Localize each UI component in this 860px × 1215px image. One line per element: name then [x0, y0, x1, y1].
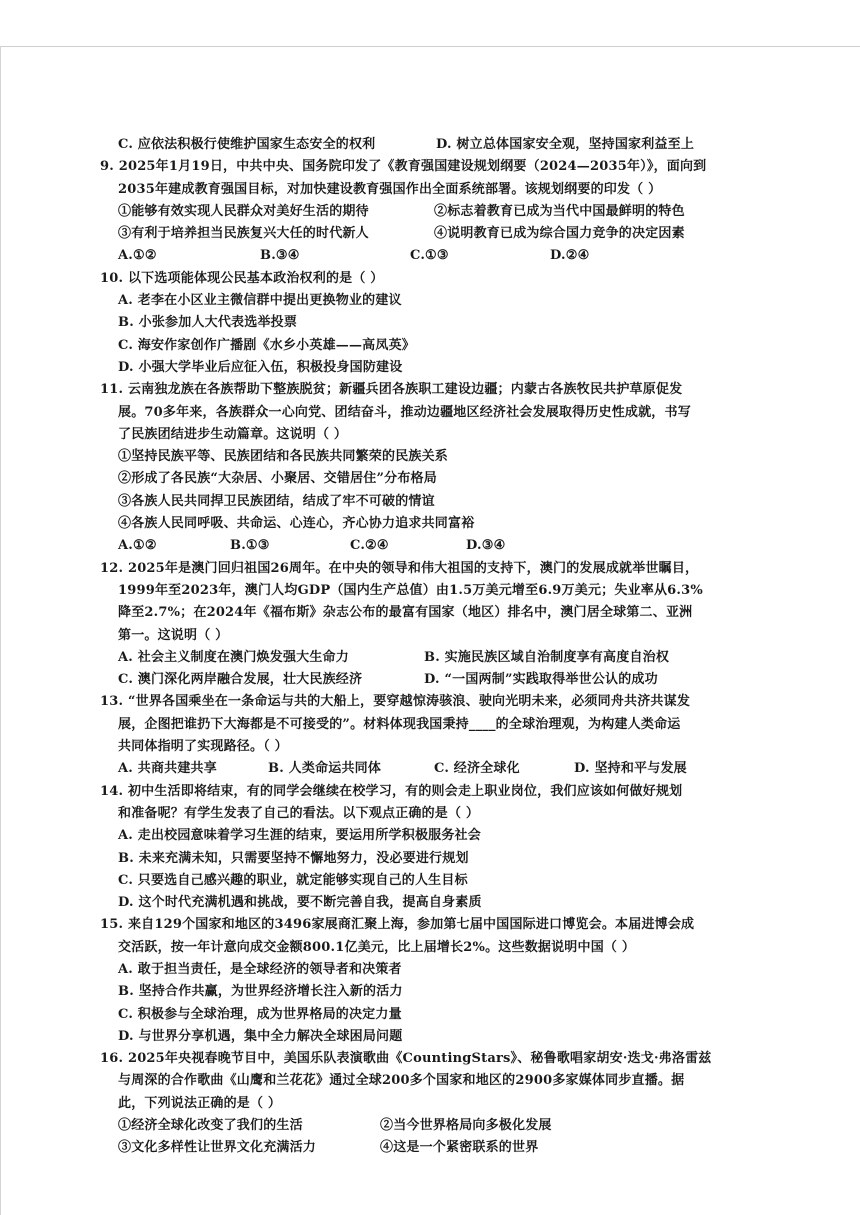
- q13-option-d: D. 坚持和平与发展: [574, 761, 687, 777]
- q9-choices: [100, 245, 800, 267]
- left-edge: [0, 46, 1, 1215]
- q9-choice-a: A.①②: [118, 248, 157, 264]
- q13-stem-1: 13. “世界各国乘坐在一条命运与共的大船上，要穿越惊涛骇浪、驶向光明未来，必须同舟共济共谋发: [100, 694, 691, 710]
- q16-item-3: ③文化多样性让世界文化充满活力: [118, 1140, 317, 1156]
- q11-item-2: ②形成了各民族“大杂居、小聚居、交错居住”分布格局: [118, 471, 437, 487]
- q13-stem-2: 展，企图把谁扔下大海都是不可接受的”。材料体现我国秉持____的全球治理观，为构建人类命运: [118, 716, 681, 732]
- q9-item-4: ④说明教育已成为综合国力竞争的决定因素: [434, 226, 685, 242]
- q11-stem-1: 11. 云南独龙族在各族帮助下整族脱贫；新疆兵团各族职工建设边疆；内蒙古各族牧民共护草原促发: [100, 382, 683, 398]
- top-margin: [0, 0, 860, 47]
- q12-stem-3: 降至2.7%；在2024年《福布斯》杂志公布的最富有国家（地区）排名中，澳门居全球第二、亚洲: [118, 605, 693, 621]
- q15-option-c: C. 积极参与全球治理，成为世界格局的决定力量: [118, 1006, 402, 1022]
- q9-stem-2: 2035年建成教育强国目标，对加快建设教育强国作出全面系统部署。该规划纲要的印发（ ）: [118, 181, 662, 197]
- exam-page: [100, 134, 800, 1160]
- q16-item-2: ②当今世界格局向多极化发展: [380, 1118, 552, 1134]
- q13-option-b: B. 人类命运共同体: [268, 761, 382, 777]
- q11-choice-c: C.②④: [350, 538, 389, 554]
- q16-item-4: ④这是一个紧密联系的世界: [380, 1140, 539, 1156]
- q9-items-12: [100, 201, 800, 223]
- q9-choice-b: B.③④: [260, 248, 300, 264]
- q10-option-a: A. 老李在小区业主微信群中提出更换物业的建议: [118, 293, 402, 309]
- q16-items-12: [100, 1115, 800, 1137]
- q11-stem-2: 展。70多年来，各族群众一心向党、团结奋斗，推动边疆地区经济社会发展取得历史性成就，书写: [118, 404, 691, 420]
- q16-stem-2: 与周深的合作歌曲《山鹰和兰花花》通过全球200多个国家和地区的2900多家媒体同步直播。据: [118, 1073, 685, 1089]
- q13-options: [100, 758, 800, 780]
- q14-stem-2: 和准备呢？有学生发表了自己的看法。以下观点正确的是（ ）: [118, 805, 480, 821]
- q16-items-34: [100, 1137, 800, 1159]
- q16-item-1: ①经济全球化改变了我们的生活: [118, 1118, 303, 1134]
- q8-option-d: D. 树立总体国家安全观，坚持国家利益至上: [436, 137, 695, 152]
- q12-option-c: C. 澳门深化两岸融合发展，壮大民族经济: [118, 672, 363, 688]
- q10-option-d: D. 小强大学毕业后应征入伍，积极投身国防建设: [118, 359, 403, 375]
- q12-option-a: A. 社会主义制度在澳门焕发强大生命力: [118, 649, 349, 665]
- q9-items-34: [100, 223, 800, 245]
- q16-stem-3: 此，下列说法正确的是（ ）: [118, 1095, 282, 1111]
- q11-item-4: ④各族人民同呼吸、共命运、心连心，齐心协力追求共同富裕: [118, 516, 475, 532]
- q12-options-cd: [100, 669, 800, 691]
- q10-option-b: B. 小张参加人大代表选举投票: [118, 315, 298, 331]
- q10-stem: 10. 以下选项能体现公民基本政治权利的是（ ）: [100, 270, 384, 286]
- q16-stem-1: 16. 2025年央视春晚节目中，美国乐队表演歌曲《CountingStars》、秘鲁歌唱家胡安·迭戈·弗洛雷兹: [100, 1051, 712, 1067]
- q14-option-d: D. 这个时代充满机遇和挑战，要不断完善自我，提高自身素质: [118, 895, 482, 911]
- q9-stem-1: 9. 2025年1月19日，中共中央、国务院印发了《教育强国建设规划纲要（2024—2035年）》，面向到: [100, 159, 707, 175]
- q13-option-a: A. 共商共建共享: [118, 761, 217, 777]
- q15-option-d: D. 与世界分享机遇，集中全力解决全球困局问题: [118, 1028, 403, 1044]
- q12-stem-1: 12. 2025年是澳门回归祖国26周年。在中央的领导和伟大祖国的支持下，澳门的发展成就举世瞩目，: [100, 560, 699, 576]
- q11-choice-d: D.③④: [466, 538, 506, 554]
- q15-option-b: B. 坚持合作共赢，为世界经济增长注入新的活力: [118, 984, 403, 1000]
- q12-stem-2: 1999年至2023年，澳门人均GDP（国内生产总值）由1.5万美元增至6.9万美元；失业率从6.3%: [118, 582, 703, 598]
- q8-option-c: C. 应依法积极行使维护国家生态安全的权利: [118, 137, 376, 152]
- q9-choice-c: C.①③: [410, 248, 449, 264]
- q14-option-b: B. 未来充满未知，只需要坚持不懈地努力，没必要进行规划: [118, 850, 469, 866]
- q11-choices: [100, 535, 800, 557]
- q12-option-b: B. 实施民族区域自治制度享有高度自治权: [424, 649, 670, 665]
- q14-option-c: C. 只要选自己感兴趣的职业，就定能够实现自己的人生目标: [118, 872, 468, 888]
- q11-item-3: ③各族人民共同捍卫民族团结，结成了牢不可破的情谊: [118, 493, 435, 509]
- q8-options-cd: [100, 134, 800, 156]
- q9-item-3: ③有利于培养担当民族复兴大任的时代新人: [118, 226, 369, 242]
- q11-item-1: ①坚持民族平等、民族团结和各民族共同繁荣的民族关系: [118, 449, 449, 465]
- q11-choice-a: A.①②: [118, 538, 157, 554]
- q11-choice-b: B.①③: [230, 538, 270, 554]
- q9-item-1: ①能够有效实现人民群众对美好生活的期待: [118, 203, 369, 219]
- q11-stem-3: 了民族团结进步生动篇章。这说明（ ）: [118, 426, 348, 442]
- q12-options-ab: [100, 647, 800, 669]
- q10-option-c: C. 海安作家创作广播剧《水乡小英雄——高凤英》: [118, 337, 415, 353]
- q15-stem-1: 15. 来自129个国家和地区的3496家展商汇聚上海，参加第七届中国国际进口博览会。本届进博会成: [100, 917, 695, 933]
- q15-option-a: A. 敢于担当责任，是全球经济的领导者和决策者: [118, 961, 402, 977]
- q15-stem-2: 交活跃，按一年计意向成交金额800.1亿美元，比上届增长2%。这些数据说明中国（ ）: [118, 939, 636, 955]
- q12-stem-4: 第一。这说明（ ）: [118, 627, 229, 643]
- q14-stem-1: 14. 初中生活即将结束，有的同学会继续在校学习，有的则会走上职业岗位，我们应该如何做好规划: [100, 783, 683, 799]
- q13-stem-3: 共同体指明了实现路径。（ ）: [118, 739, 288, 755]
- q14-option-a: A. 走出校园意味着学习生涯的结束，要运用所学积极服务社会: [118, 828, 481, 844]
- q9-item-2: ②标志着教育已成为当代中国最鲜明的特色: [434, 203, 685, 219]
- q12-option-d: D. “一国两制”实践取得举世公认的成功: [424, 672, 658, 688]
- q9-choice-d: D.②④: [550, 248, 590, 264]
- q13-option-c: C. 经济全球化: [434, 761, 520, 777]
